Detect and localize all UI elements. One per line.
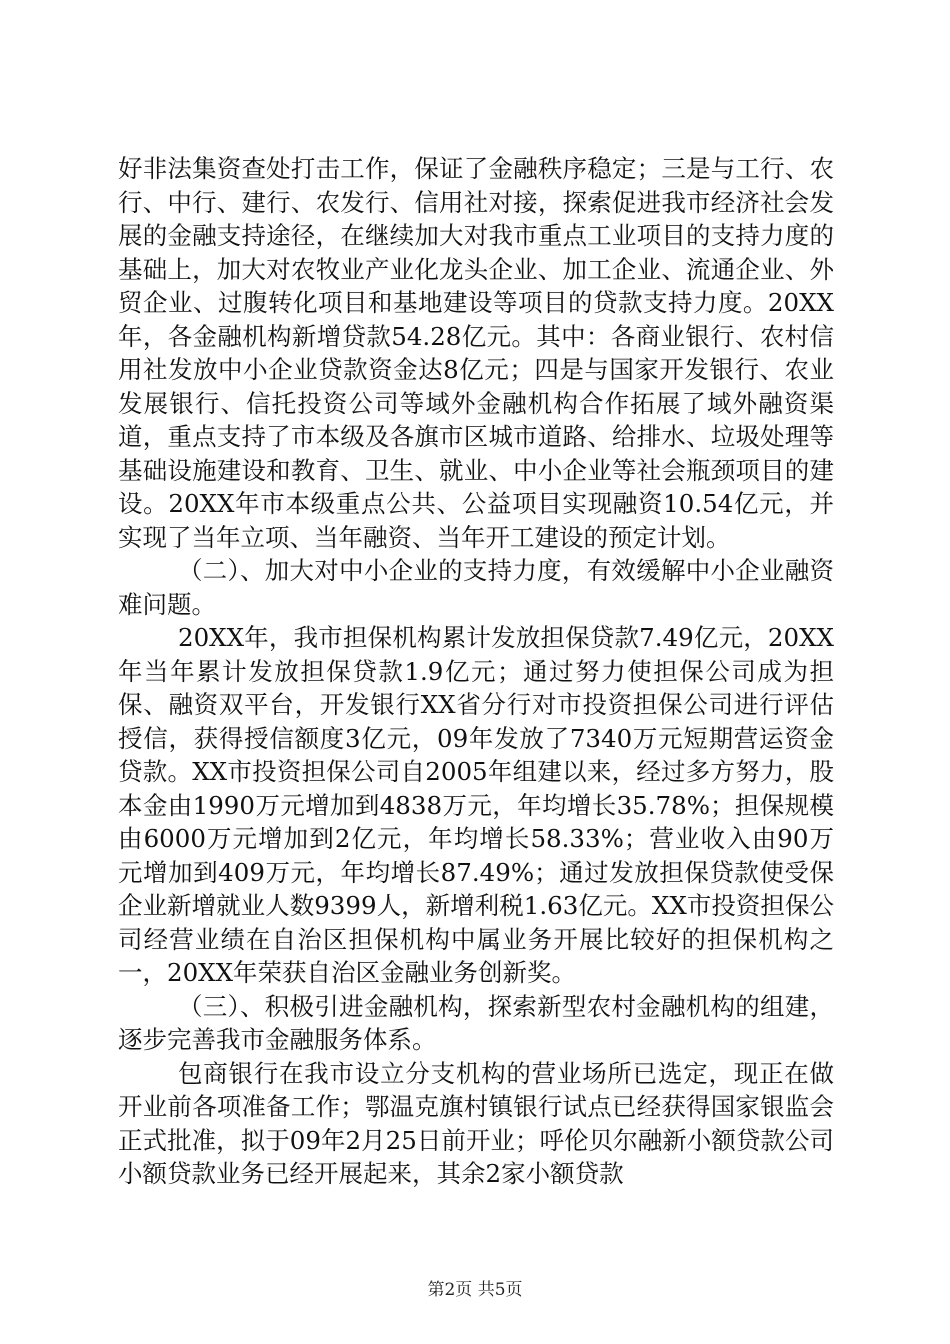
paragraph-financial-support: 好非法集资查处打击工作，保证了金融秩序稳定；三是与工行、农行、中行、建行、农发行、信用社对接，探索促进我市经济社会发展的金融支持途径，在继续加大对我市重点工业项目的支持力度的基础上，加大对农牧业产业化龙头企业、加工企业、流通企业、外贸企业、过腹转化项目和基地建设等项目的贷款支持力度。20XX年，各金融机构新增贷款54.28亿元。其中：各商业银行、农村信用社发放中小企业贷款资金达8亿元；四是与国家开发银行、农业发展银行、信托投资公司等域外金融机构合作拓展了域外融资渠道，重点支持了市本级及各旗市区城市道路、给排水、垃圾处理等基础设施建设和教育、卫生、就业、中小企业等社会瓶颈项目的建设。20XX年市本级重点公共、公益项目实现融资10.54亿元，并实现了当年立项、当年融资、当年开工建设的预定计划。 xyxy=(118,154,834,552)
paragraph-guarantee-loans: 20XX年，我市担保机构累计发放担保贷款7.49亿元，20XX年当年累计发放担保贷款1.9亿元；通过努力使担保公司成为担保、融资双平台，开发银行XX省分行对市投资担保公司进行评估授信，获得授信额度3亿元，09年发放了7340万元短期营运资金贷款。XX市投资担保公司自2005年组建以来，经过多方努力，股本金由1990万元增加到4838万元，年均增长35.78%；担保规模由6000万元增加到2亿元，年均增长58.33%；营业收入由90万元增加到409万元，年均增长87.49%；通过发放担保贷款使受保企业新增就业人数9399人，新增利税1.63亿元。XX市投资担保公司经营业绩在自治区担保机构中属业务开展比较好的担保机构之一，20XX年荣获自治区金融业务创新奖。 xyxy=(118,623,834,987)
document-body xyxy=(118,152,834,1191)
paragraph-new-institutions: 包商银行在我市设立分支机构的营业场所已选定，现正在做开业前各项准备工作；鄂温克旗村镇银行试点已经获得国家银监会正式批准，拟于09年2月25日前开业；呼伦贝尔融新小额贷款公司小额贷款业务已经开展起来，其余2家小额贷款 xyxy=(118,1058,834,1188)
section-heading-financial-institutions: （三）、积极引进金融机构，探索新型农村金融机构的组建，逐步完善我市金融服务体系。 xyxy=(118,991,834,1054)
section-heading-sme-support: （二）、加大对中小企业的支持力度，有效缓解中小企业融资难问题。 xyxy=(118,556,834,619)
page-number-footer: 第2页 共5页 xyxy=(427,1280,523,1300)
